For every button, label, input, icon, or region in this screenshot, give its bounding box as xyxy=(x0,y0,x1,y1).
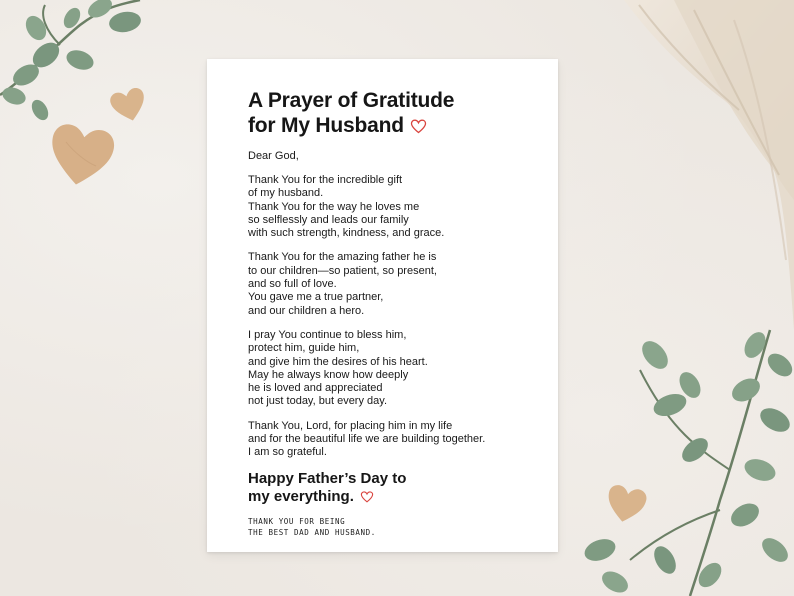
card-title xyxy=(248,88,538,138)
stanza-1 xyxy=(248,174,538,240)
eucalyptus-branch-bottom-right xyxy=(570,310,794,596)
stanza-line: I am so grateful. xyxy=(248,446,327,459)
closing-message xyxy=(248,470,538,506)
stanza-line: protect him, guide him, xyxy=(248,342,360,355)
stanza-line: with such strength, kindness, and grace. xyxy=(248,227,445,240)
stanza-line: so selflessly and leads our family xyxy=(248,213,409,226)
prayer-card xyxy=(207,59,558,552)
stanza-line: May he always know how deeply xyxy=(248,368,409,381)
closing-line-1: Happy Father’s Day to xyxy=(248,469,407,487)
stanza-line: and for the beautiful life we are building together. xyxy=(248,433,486,446)
stanza-line: Thank You for the incredible gift xyxy=(248,174,403,186)
title-line-2-text: for My Husband xyxy=(248,114,404,137)
wooden-heart-large xyxy=(46,122,116,190)
title-line-1: A Prayer of Gratitude xyxy=(248,89,455,112)
stanza-3 xyxy=(248,329,538,409)
stanza-line: and our children a hero. xyxy=(248,304,365,317)
signoff xyxy=(248,516,538,538)
wooden-heart-small xyxy=(110,88,148,124)
stanza-line: and so full of love. xyxy=(248,278,337,291)
stanza-line: of my husband. xyxy=(248,187,324,200)
stanza-2 xyxy=(248,251,538,317)
title-line-2 xyxy=(248,113,538,138)
stanza-line: I pray You continue to bless him, xyxy=(248,328,407,341)
linen-fabric xyxy=(564,0,794,330)
stanza-4 xyxy=(248,420,538,460)
stanza-line: Thank You for the amazing father he is xyxy=(248,251,437,264)
stanza-line: Thank You, Lord, for placing him in my life xyxy=(248,419,453,432)
stanza-line: You gave me a true partner, xyxy=(248,291,384,304)
stanza-line: and give him the desires of his heart. xyxy=(248,355,428,368)
signoff-line-2: THE BEST DAD AND HUSBAND. xyxy=(248,527,376,537)
stanza-line: Thank You for the way he loves me xyxy=(248,200,420,213)
stanza-line: he is loved and appreciated xyxy=(248,382,383,395)
stanza-line: to our children—so patient, so present, xyxy=(248,264,437,277)
closing-line-2-text: my everything. xyxy=(248,487,354,505)
signoff-line-1: THANK YOU FOR BEING xyxy=(248,516,346,526)
heart-outline-icon xyxy=(410,119,427,134)
stanza-line: not just today, but every day. xyxy=(248,395,388,408)
heart-outline-icon xyxy=(360,491,374,503)
closing-line-2 xyxy=(248,488,538,506)
greeting: Dear God, xyxy=(248,150,299,162)
